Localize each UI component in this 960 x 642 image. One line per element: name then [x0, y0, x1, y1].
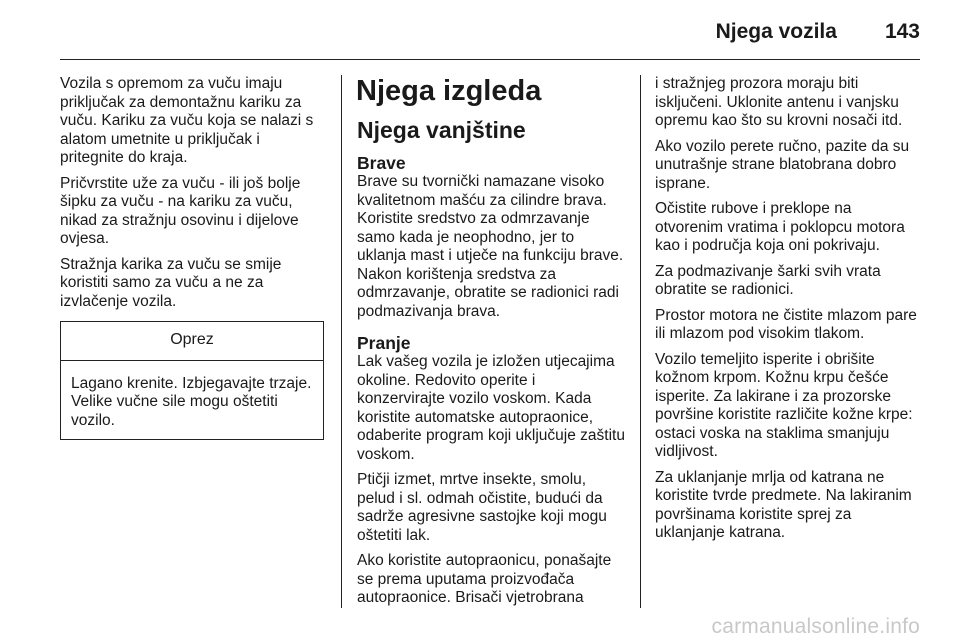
column-2	[357, 75, 625, 615]
page-title: Njega vozila	[715, 20, 837, 43]
section-title-brave: Brave	[357, 153, 406, 173]
paragraph: Za podmazivanje šarki svih vrata obratite se radionici.	[655, 262, 881, 298]
watermark: carmanualsonline.info	[711, 615, 920, 638]
header-divider	[60, 59, 920, 60]
section-subheading: Njega vanjštine	[357, 117, 526, 143]
page-header	[716, 14, 920, 50]
paragraph: Pričvrstite uže za vuču - ili još bolje šipku za vuču - na kariku za vuču, nikad za stražnju osovinu i dijelove ovjesa.	[60, 174, 301, 247]
warning-box	[60, 321, 324, 440]
column-3	[655, 75, 923, 550]
paragraph: Stražnja karika za vuču se smije koristiti samo za vuču a ne za izvlačenje vozila.	[60, 255, 282, 310]
paragraph: Prostor motora ne čistite mlazom pare ili mlazom pod visokim tlakom.	[655, 306, 917, 342]
column-divider-2	[640, 75, 641, 608]
column-1	[60, 75, 325, 440]
section-heading: Njega izgleda	[356, 75, 542, 107]
paragraph: i stražnjeg prozora moraju biti isključeni. Uklonite antenu i vanjsku opremu kao što su krovni nosači itd.	[655, 75, 903, 129]
warning-title: Oprez	[61, 322, 323, 361]
warning-text: Lagano krenite. Izbjegavajte trzaje. Velike vučne sile mogu oštetiti vozilo.	[71, 374, 312, 429]
paragraph: Očistite rubove i preklope na otvorenim vratima i poklopcu motora kao i područja koja oni pokrivaju.	[655, 200, 905, 254]
section-title-pranje: Pranje	[357, 333, 411, 353]
paragraph: Brave su tvornički namazane visoko kvalitetnom mašću za cilindre brava. Koristite sredstvo za odmrzavanje samo kada je neophodno, jer to uklanja mast i utječe na funkciju brave. Nakon korištenja sredstva za odmrzavanje, obratite se radionici radi podmazivanja brava.	[357, 173, 624, 320]
paragraph: Lak vašeg vozila je izložen utjecajima okoline. Redovito operite i konzervirajte vozilo voskom. Kada koristite automatske autopraonice, odaberite program koji uključuje zaštitu voskom.	[357, 353, 625, 463]
page-number: 143	[884, 20, 920, 43]
paragraph: Ptičji izmet, mrtve insekte, smolu, pelud i sl. odmah očistite, budući da sadrže agresivne sastojke koji mogu oštetiti lak.	[357, 471, 607, 544]
paragraph: Ako koristite autopraonicu, ponašajte se prema uputama proizvođača autopraonice. Brisači vjetrobrana	[357, 552, 612, 606]
paragraph: Za uklanjanje mrlja od katrana ne koristite tvrde predmete. Na lakiranim površinama koristite sprej za uklanjanje katrana.	[655, 468, 912, 541]
paragraph: Vozilo temeljito isperite i obrišite kožnom krpom. Kožnu krpu češće isperite. Za lakirane i za prozorske površine koristite različite kožne krpe: ostaci voska na staklima smanjuju vidljivost.	[655, 350, 913, 460]
column-divider-1	[341, 75, 342, 608]
paragraph: Vozila s opremom za vuču imaju priključak za demontažnu kariku za vuču. Kariku za vuču koja se nalazi s alatom umetnite u priključak i pritegnite do kraja.	[60, 75, 314, 166]
paragraph: Ako vozilo perete ručno, pazite da su unutrašnje strane blatobrana dobro isprane.	[655, 137, 910, 192]
